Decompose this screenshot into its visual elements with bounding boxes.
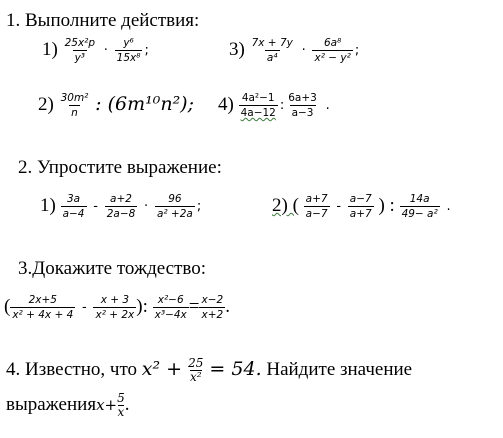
fraction: $\frac{\text{6a⁸}}{\text{x² − y²}}$ — [314, 37, 351, 65]
task3-title: 3.Докажите тождество: — [18, 258, 207, 279]
expr-label: 4) — [218, 93, 234, 115]
fraction: $\frac{5}{x}$ — [117, 391, 125, 420]
expr-label: 1) — [40, 194, 56, 216]
fraction: $\frac{a+2}{2a-8}$ — [106, 193, 136, 221]
task4-line1: 4. Известно, что x² + $\frac{25}{\text{x²}}$ = 54. Найдите значение — [6, 356, 413, 385]
task2-expr2: 2) ( $\frac{a+7}{a-7}$ - $\frac{a-7}{a+7}$ ) : $\frac{14a}{\text{49− a²}}$ . — [272, 193, 451, 221]
fraction: $\frac{a+7}{a-7}$ — [305, 193, 328, 221]
task1-expr3: 3) $\frac{7x + 7y}{\text{a⁴}}$ · $\frac{\text{6a⁸}}{\text{x² − y²}}$ ; — [229, 37, 360, 65]
task1-title: 1. Выполните действия: — [6, 10, 200, 31]
fraction: $\frac{3a}{a-4}$ — [62, 193, 85, 221]
task1-expr2: 2) $\frac{\text{30m²}}{n}$ : (6m¹⁰n²); — [38, 92, 194, 120]
task4-line2: выраженияx+ $\frac{5}{x}$ . — [6, 391, 130, 420]
fraction: $\frac{a-7}{a+7}$ — [349, 193, 372, 221]
expr-label: 1) — [42, 38, 58, 60]
fraction: $\frac{2x+5}{\text{x² + 4x + 4}}$ — [12, 294, 74, 322]
fraction: $\frac{6a+3}{a-3}$ — [288, 92, 317, 120]
fraction: $\frac{25}{\text{x²}}$ — [188, 356, 204, 385]
fraction: $\frac{14a}{\text{49− a²}}$ — [401, 193, 438, 221]
expr-label: 2) ( — [272, 194, 299, 216]
fraction: $\frac{96}{\text{a² +2a}}$ — [156, 193, 193, 221]
task1-expr4: 4) $\frac{\text{4a²−1}}{4a-12}$ : $\frac{6a+3}{a-3}$ . — [218, 92, 330, 120]
fraction: $\frac{\text{y⁶}}{\text{15x⁸}}$ — [116, 37, 141, 65]
fraction: $\frac{\text{25x²p}}{\text{y³}}$ — [64, 37, 96, 65]
expr-label: 3) — [229, 38, 245, 60]
fraction: $\frac{x + 3}{\text{x² + 2x}}$ — [95, 294, 135, 322]
fraction: $\frac{x-2}{x+2}$ — [201, 294, 224, 322]
task3-identity: ( $\frac{2x+5}{\text{x² + 4x + 4}}$ - $\frac{x + 3}{\text{x² + 2x}}$ ): $\frac{\text{x²−6}}{\text{x³−4x}}$ = $\frac{x-2}{x+2}$ . — [4, 294, 230, 322]
task2-title: 2. Упростите выражение: — [18, 157, 222, 178]
fraction: $\frac{\text{x²−6}}{\text{x³−4x}}$ — [154, 294, 187, 322]
expr-label: 2) — [38, 93, 54, 115]
fraction: $\frac{\text{4a²−1}}{4a-12}$ — [240, 92, 276, 120]
task2-expr1: 1) $\frac{3a}{a-4}$ - $\frac{a+2}{2a-8}$ · $\frac{96}{\text{a² +2a}}$ ; — [40, 193, 202, 221]
fraction: $\frac{\text{30m²}}{n}$ — [60, 92, 89, 120]
fraction: $\frac{7x + 7y}{\text{a⁴}}$ — [251, 37, 293, 65]
task1-expr1: 1) $\frac{\text{25x²p}}{\text{y³}}$ · $\frac{\text{y⁶}}{\text{15x⁸}}$ ; — [42, 37, 149, 65]
